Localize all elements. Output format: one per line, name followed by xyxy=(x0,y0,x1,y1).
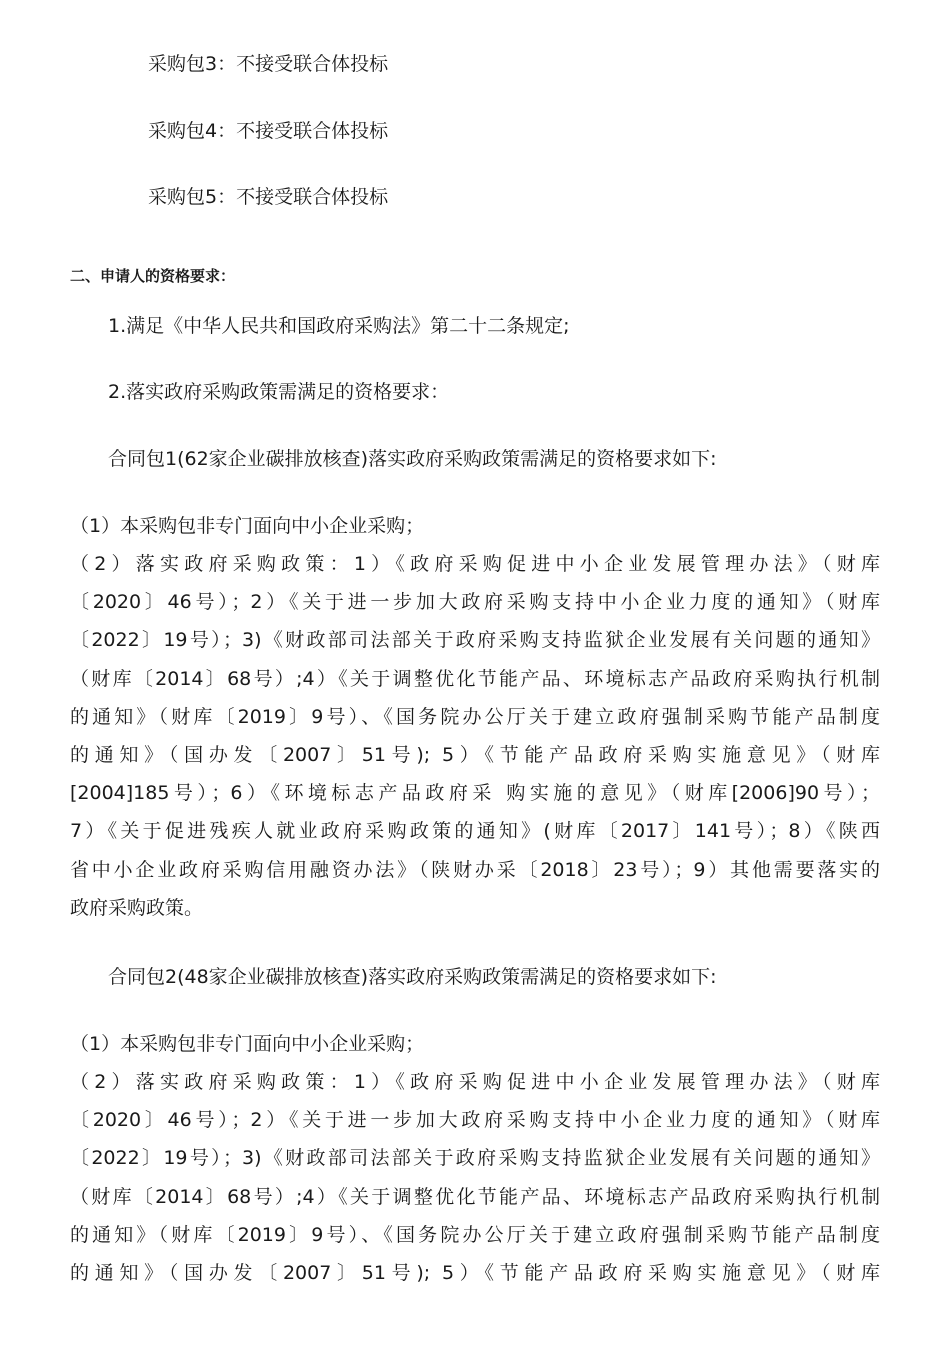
contract-2-item-1: （1）本采购包非专门面向中小企业采购； xyxy=(70,1033,425,1055)
contract-1-item-1: （1）本采购包非专门面向中小企业采购； xyxy=(70,515,425,537)
paragraph-line: 的通知》（财库〔2019〕9号）、《国务院办公厅关于建立政府强制采购节能产品制度 xyxy=(70,1224,880,1246)
package-4-line: 采购包4：不接受联合体投标 xyxy=(148,120,389,142)
package-3-line: 采购包3：不接受联合体投标 xyxy=(148,53,389,75)
requirement-1: 1.满足《中华人民共和国政府采购法》第二十二条规定; xyxy=(108,315,570,337)
paragraph-line: 的通知》（国办发〔2007〕51号); 5）《节能产品政府采购实施意见》（财库 xyxy=(70,1262,880,1284)
section-title: 二、申请人的资格要求： xyxy=(70,267,236,285)
package-5-line: 采购包5：不接受联合体投标 xyxy=(148,186,389,208)
paragraph-line: 的通知》（财库〔2019〕9号）、《国务院办公厅关于建立政府强制采购节能产品制度 xyxy=(70,706,880,728)
paragraph-line: （2）落实政府采购政策：1）《政府采购促进中小企业发展管理办法》（财库 xyxy=(70,1071,880,1093)
requirement-2: 2.落实政府采购政策需满足的资格要求： xyxy=(108,381,450,403)
paragraph-line: 省中小企业政府采购信用融资办法》（陕财办采〔2018〕23号）；9）其他需要落实的 xyxy=(70,859,880,881)
paragraph-line: 〔2022〕19号）；3)《财政部司法部关于政府采购支持监狱企业发展有关问题的通知》 xyxy=(70,1147,880,1169)
contract-1-heading: 合同包1(62家企业碳排放核查)落实政府采购政策需满足的资格要求如下: xyxy=(108,448,717,470)
contract-2-heading: 合同包2(48家企业碳排放核查)落实政府采购政策需满足的资格要求如下: xyxy=(108,966,717,988)
paragraph-line: 政府采购政策。 xyxy=(70,897,204,919)
paragraph-line: （2）落实政府采购政策：1）《政府采购促进中小企业发展管理办法》（财库 xyxy=(70,553,880,575)
paragraph-line: （财库〔2014〕68号）;4）《关于调整优化节能产品、环境标志产品政府采购执行机制 xyxy=(70,1186,880,1208)
paragraph-line: （财库〔2014〕68号）;4）《关于调整优化节能产品、环境标志产品政府采购执行机制 xyxy=(70,668,880,690)
paragraph-line: 〔2020〕46号）；2）《关于进一步加大政府采购支持中小企业力度的通知》（财库 xyxy=(70,591,880,613)
paragraph-line: [2004]185号）；6）《环境标志产品政府采 购实施的意见》（财库[2006]90号）； xyxy=(70,782,880,804)
paragraph-line: 7）《关于促进残疾人就业政府采购政策的通知》(财库〔2017〕141号）；8）《陕西 xyxy=(70,820,880,842)
paragraph-line: 的通知》（国办发〔2007〕51号); 5）《节能产品政府采购实施意见》（财库 xyxy=(70,744,880,766)
paragraph-line: 〔2022〕19号）；3)《财政部司法部关于政府采购支持监狱企业发展有关问题的通知》 xyxy=(70,629,880,651)
paragraph-line: 〔2020〕46号）；2）《关于进一步加大政府采购支持中小企业力度的通知》（财库 xyxy=(70,1109,880,1131)
